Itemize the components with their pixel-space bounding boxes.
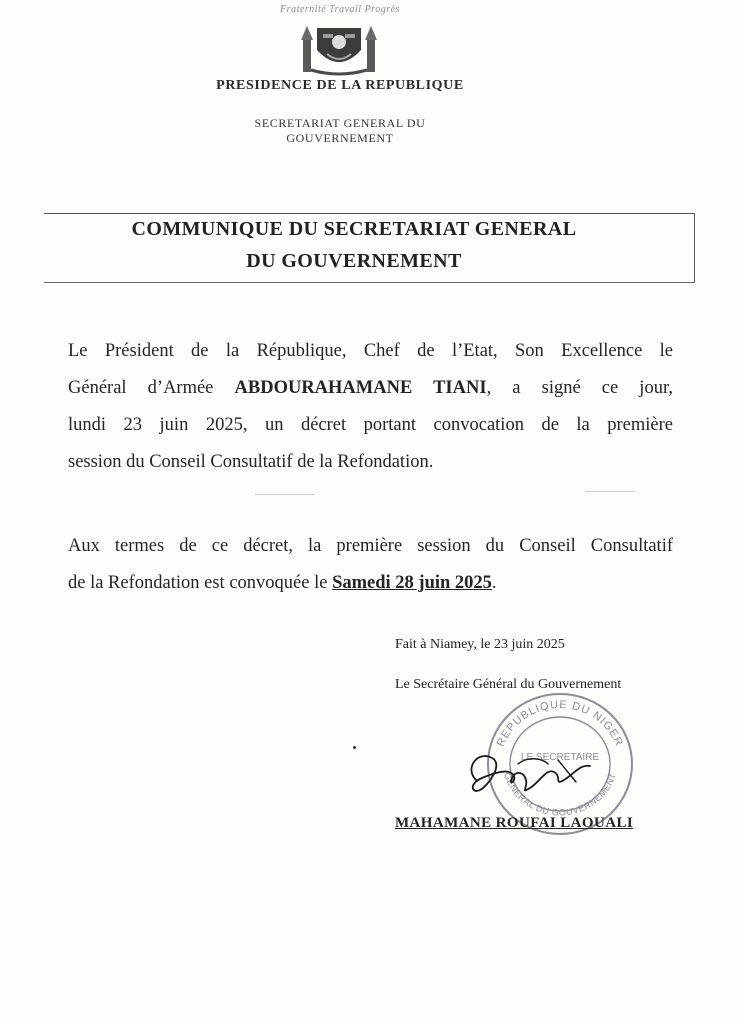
paragraph1-line2 [68, 370, 673, 407]
scan-artifact-line [585, 491, 635, 492]
svg-text:REPUBLIQUE DU NIGER [495, 699, 625, 749]
paragraph1-line2-end: , a signé ce jour, [486, 378, 673, 398]
issuer-subheading-line1: SECRETARIAT GENERAL DU [254, 116, 426, 130]
stamp-outer-text: REPUBLIQUE DU NIGER [494, 698, 626, 749]
signatory-title: Le Secrétaire Général du Gouvernement [395, 677, 622, 692]
issuer-heading: PRESIDENCE DE LA REPUBLIQUE [216, 78, 464, 93]
coat-of-arms-emblem [297, 20, 381, 78]
president-name: ABDOURAHAMANE TIANI [234, 378, 487, 398]
stamp-bottom-text: GENERAL DU GOUVERNEMENT [501, 771, 618, 818]
paragraph-session-date [68, 528, 673, 602]
document-title-line2: DU GOUVERNEMENT [246, 250, 462, 272]
paragraph2-line2-start: de la Refondation est convoquée le [68, 573, 333, 593]
place-and-date: Fait à Niamey, le 23 juin 2025 [395, 637, 565, 652]
scan-speck [353, 746, 356, 749]
paragraph2-line2-end: . [491, 573, 497, 593]
signatory-name: MAHAMANE ROUFAI LAOUALI [395, 815, 634, 831]
motto: Fraternité Travail Progrès [280, 4, 400, 15]
handwritten-signature [458, 742, 608, 802]
issuer-subheading-line2: GOUVERNEMENT [286, 131, 394, 145]
document-title-line1: COMMUNIQUE DU SECRETARIAT GENERAL [131, 218, 577, 240]
paragraph1-line4: session du Conseil Consultatif de la Refondation. [68, 452, 434, 472]
paragraph1-line2-start: Général d’Armée [68, 378, 235, 398]
stamp-center-text: LE SECRETAIRE [520, 752, 600, 763]
paragraph1-line3: lundi 23 juin 2025, un décret portant convocation de la première [68, 415, 673, 435]
paragraph-decree-signed [68, 333, 673, 481]
paragraph2-line2 [68, 565, 673, 602]
paragraph2-line1: Aux termes de ce décret, la première session du Conseil Consultatif [68, 536, 673, 556]
session-date: Samedi 28 juin 2025 [332, 573, 492, 593]
scan-artifact-line [255, 494, 315, 495]
paragraph1-line1: Le Président de la République, Chef de l’Etat, Son Excellence le [68, 341, 673, 361]
